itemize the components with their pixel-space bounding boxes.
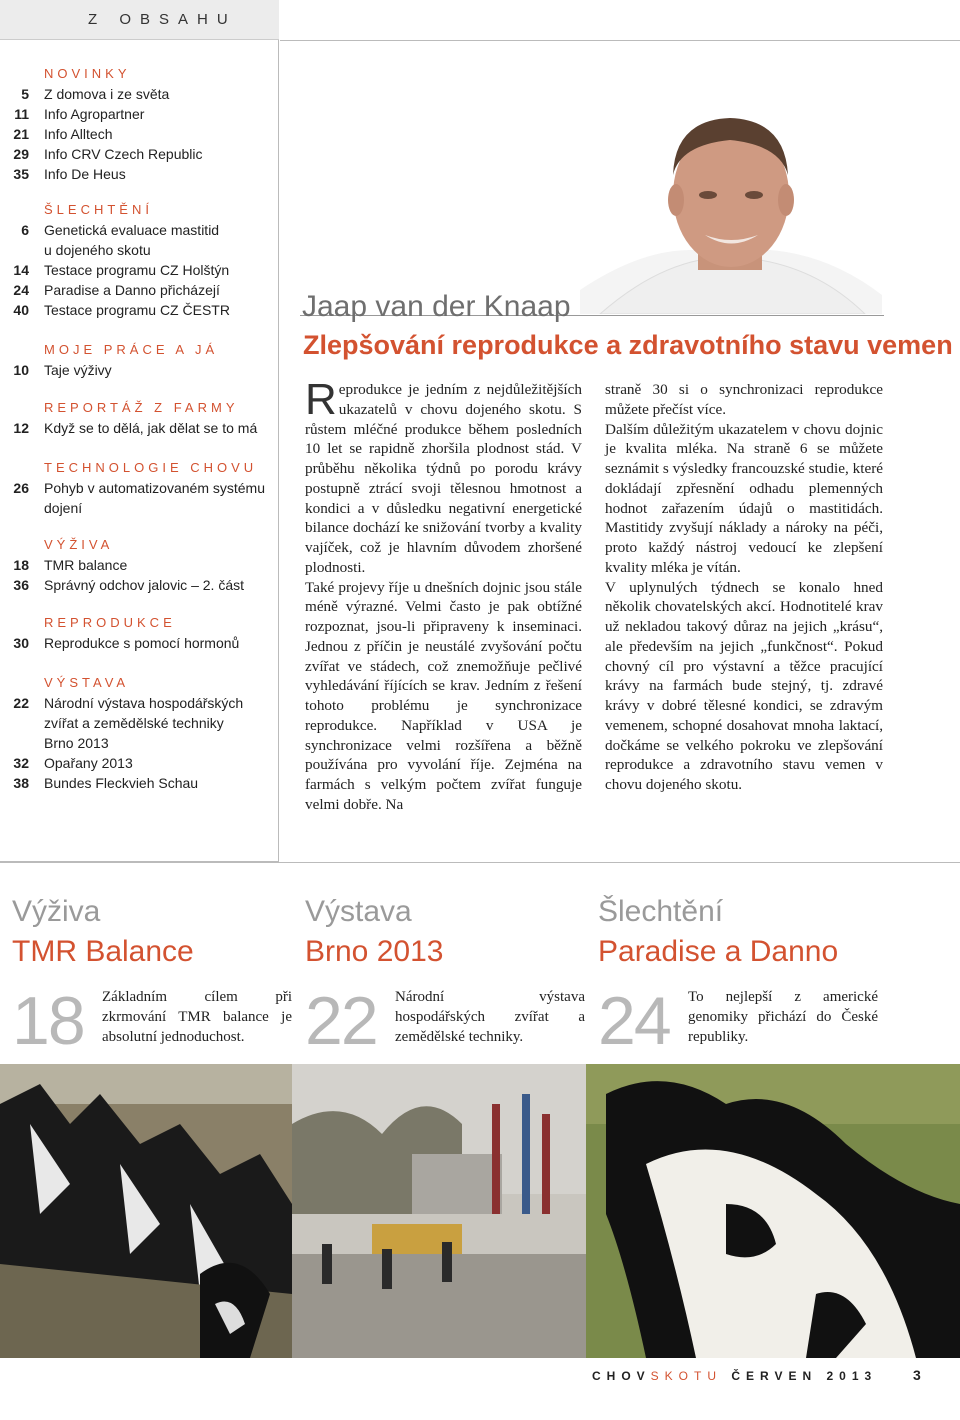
toc-entry-page: 21: [13, 126, 29, 142]
toc-entry-title: Když se to dělá, jak dělat se to má: [44, 420, 258, 436]
toc-entry-title: Paradise a Danno přicházejí: [44, 282, 220, 298]
toc-entry-title: Správný odchov jalovic – 2. část: [44, 577, 244, 593]
article-paragraph: Reprodukce je jedním z nejdůležitějších ukazatelů v chovu dojeného skotu. S růstem mléčné produkce během posledních 10 let se rapidně zhoršila plodnost stád. V průběhu několika týdnů po porodu krávy postupně ztrácí svoji tělesnou hmotnost a kondici a v důsledku negativní energetické bilance dochází ke snižování tvorby a kvality vajíček, což je hlavním důvodem zhoršené plodnosti.: [305, 375, 582, 576]
toc-entry-page: [0, 240, 29, 260]
toc-entry-page: 18: [13, 557, 29, 573]
toc-entry-title: dojení: [44, 500, 83, 516]
toc-entry[interactable]: [0, 773, 279, 793]
toc-entry-page: 14: [13, 262, 29, 278]
feature-page-number: 22: [305, 983, 377, 1059]
toc-section: [0, 200, 279, 320]
toc-entry[interactable]: [0, 104, 279, 124]
toc-entry-title: Info CRV Czech Republic: [44, 146, 203, 162]
toc-entry-title: u dojeného skotu: [44, 242, 151, 258]
cow-portrait-photo: [586, 1064, 960, 1358]
toc-entry[interactable]: [0, 753, 279, 773]
toc-entry[interactable]: [0, 220, 279, 240]
article-headline: Zlepšování reprodukce a zdravotního stavu vemen: [303, 330, 953, 360]
toc-entry-page: [0, 733, 29, 753]
toc-entry-page: 32: [13, 755, 29, 771]
toc-entry[interactable]: [0, 360, 279, 380]
toc-entry[interactable]: [0, 713, 279, 733]
toc-entry-title: Opařany 2013: [44, 755, 133, 771]
toc-entry-page: 36: [13, 577, 29, 593]
feature-description: To nejlepší z americké genomiky přichází do České republiky.: [688, 989, 878, 1045]
toc-entry-title: Pohyb v automatizovaném systému: [44, 480, 265, 496]
toc-section: [0, 398, 279, 438]
toc-entry-title: Info De Heus: [44, 166, 126, 182]
exhibition-grounds-photo: [292, 1064, 586, 1358]
toc-entry[interactable]: [0, 498, 279, 518]
toc-entry-title: Bundes Fleckvieh Schau: [44, 775, 199, 791]
toc-section: [0, 535, 279, 595]
toc-entry[interactable]: [0, 280, 279, 300]
toc-section-title: NOVINKY: [44, 66, 131, 81]
toc-section: [0, 340, 279, 380]
toc-entry[interactable]: [0, 300, 279, 320]
toc-entry-title: Brno 2013: [44, 735, 109, 751]
feature-category: Výživa: [12, 895, 101, 928]
toc-heading: Z OBSAHU: [88, 11, 237, 28]
feature-vyziva[interactable]: [12, 892, 292, 1059]
toc-entry[interactable]: [0, 260, 279, 280]
issue-date: ČERVEN 2013: [731, 1369, 878, 1383]
toc-entry[interactable]: [0, 240, 279, 260]
feature-page-number: 24: [598, 983, 670, 1059]
article-column-right: [605, 380, 883, 795]
toc-entry-page: 10: [13, 362, 29, 378]
feature-vystava[interactable]: [305, 892, 585, 1059]
toc-entry[interactable]: [0, 124, 279, 144]
feature-description: Základním cílem při zkrmování TMR balance je absolutní jednoduchost.: [102, 989, 292, 1045]
article-paragraph: Také projevy říje u dnešních dojnic jsou stále méně výrazné. Velmi často je pak obtížné rozpoznat, jsou-li připraveny k inseminaci. Jednou z příčin je neustálé zvyšování počtu zvířat ve stádech, což znemožňuje pečlivé vyhledávání říjících se krav. Jedním z řešení tohoto problému je synchronizace reprodukce. Například v USA je synchronizace velmi rozšířena a běžně používána pro vyvolání říje. Zejména na farmách s velkým počtem zvířat funguje velmi dobře. Na: [305, 578, 582, 813]
toc-entry[interactable]: [0, 633, 279, 653]
section-divider: [0, 862, 960, 863]
header-rule: [280, 40, 960, 41]
toc-entry-page: 5: [21, 86, 29, 102]
toc-entry-title: TMR balance: [44, 557, 128, 573]
toc-header: [0, 0, 279, 40]
cows-feeding-photo: [0, 1064, 292, 1358]
toc-entry-title: Testace programu CZ ČESTR: [44, 302, 230, 318]
article-column-left: [305, 375, 582, 815]
author-portrait: [580, 100, 882, 314]
page-number: 3: [913, 1367, 921, 1383]
toc-entry-page: 30: [13, 635, 29, 651]
toc-entry-page: 11: [14, 106, 29, 122]
toc-entry-title: Z domova i ze světa: [44, 86, 170, 102]
article-author: Jaap van der Knaap: [302, 290, 571, 323]
toc-entry-page: [0, 713, 29, 733]
toc-entry-page: [0, 498, 29, 518]
toc-entry-title: Reprodukce s pomocí hormonů: [44, 635, 240, 651]
toc-section-title: ŠLECHTĚNÍ: [44, 202, 153, 217]
toc-entry-title: Taje výživy: [44, 362, 112, 378]
toc-section: [0, 64, 279, 184]
toc-entry-page: 29: [13, 146, 29, 162]
toc-entry-page: 26: [13, 480, 29, 496]
brand-chov: CHOV: [592, 1369, 651, 1383]
feature-description: Národní výstava hospodářských zvířat a zemědělské techniky.: [395, 989, 585, 1045]
table-of-contents: [0, 0, 279, 862]
toc-entry-page: 40: [13, 302, 29, 318]
toc-entry-title: Info Alltech: [44, 126, 113, 142]
toc-entry-title: Info Agropartner: [44, 106, 145, 122]
toc-entry[interactable]: [0, 693, 279, 713]
toc-section-title: REPORTÁŽ Z FARMY: [44, 400, 239, 415]
toc-section-title: MOJE PRÁCE A JÁ: [44, 342, 219, 357]
toc-section-title: VÝŽIVA: [44, 537, 114, 552]
toc-section-title: VÝSTAVA: [44, 675, 130, 690]
toc-entry[interactable]: [0, 478, 279, 498]
feature-slechteni[interactable]: [598, 892, 878, 1059]
toc-entry[interactable]: [0, 733, 279, 753]
footer-brand: [592, 1369, 877, 1383]
feature-title[interactable]: Paradise a Danno: [598, 935, 839, 968]
toc-section: [0, 673, 279, 793]
toc-entry[interactable]: [0, 84, 279, 104]
feature-page-number: 18: [12, 983, 84, 1059]
toc-entry[interactable]: [0, 575, 279, 595]
feature-title[interactable]: TMR Balance: [12, 935, 194, 968]
drop-cap: R: [305, 375, 337, 424]
toc-entry-page: 6: [21, 222, 29, 238]
toc-entry-title: Genetická evaluace mastitid: [44, 222, 220, 238]
article-paragraph: V uplynulých týdnech se konalo hned několik chovatelských akcí. Hodnotitelé krav už nekladou takový důraz na jejich „krásu“, ale především na jejich „funkčnost“. Pokud chovný cíl pro výstavní a těžce pracující krávy na farmách bude stejný, tj. zdravé krávy v dobré tělesné kondici, se zdravým vemenem, schopné dosahovat mnoha laktací, dočkáme se velkého pokroku ve zlepšování reprodukce a zdravotního stavu vemen v chovu dojeného skotu.: [605, 578, 883, 793]
toc-entry-title: Testace programu CZ Holštýn: [44, 262, 230, 278]
toc-entry-page: 12: [13, 420, 29, 436]
toc-section: [0, 613, 279, 653]
toc-entry[interactable]: [0, 418, 279, 438]
feature-title[interactable]: Brno 2013: [305, 935, 444, 968]
toc-entry[interactable]: [0, 164, 279, 184]
feature-category: Výstava: [305, 895, 412, 928]
brand-skotu: SKOTU: [650, 1369, 723, 1383]
toc-entry-title: zvířat a zemědělské techniky: [44, 715, 224, 731]
toc-entry-page: 35: [13, 166, 29, 182]
article-paragraph: Dalším důležitým ukazatelem v chovu dojnic je kvalita mléka. Na straně 6 se můžete seznámit s výsledky francouzské studie, které dokládají zpřesnění odhadu plemenných hodnot zařazením údajů o mastitidách. Mastitidy zvyšují náklady a nároky na péči, proto každý nástroj vedoucí ke zlepšení kvality mléka je vítán.: [605, 420, 883, 576]
feature-category: Šlechtění: [598, 895, 724, 928]
toc-section-title: REPRODUKCE: [44, 615, 176, 630]
toc-section-title: TECHNOLOGIE CHOVU: [44, 460, 258, 475]
toc-entry[interactable]: [0, 144, 279, 164]
toc-section: [0, 458, 279, 518]
toc-entry[interactable]: [0, 555, 279, 575]
toc-entry-title: Národní výstava hospodářských: [44, 695, 244, 711]
article-paragraph: straně 30 si o synchronizaci reprodukce můžete přečíst více.: [605, 381, 883, 418]
toc-entry-page: 24: [13, 282, 29, 298]
toc-entry-page: 38: [13, 775, 29, 791]
toc-entry-page: 22: [13, 695, 29, 711]
